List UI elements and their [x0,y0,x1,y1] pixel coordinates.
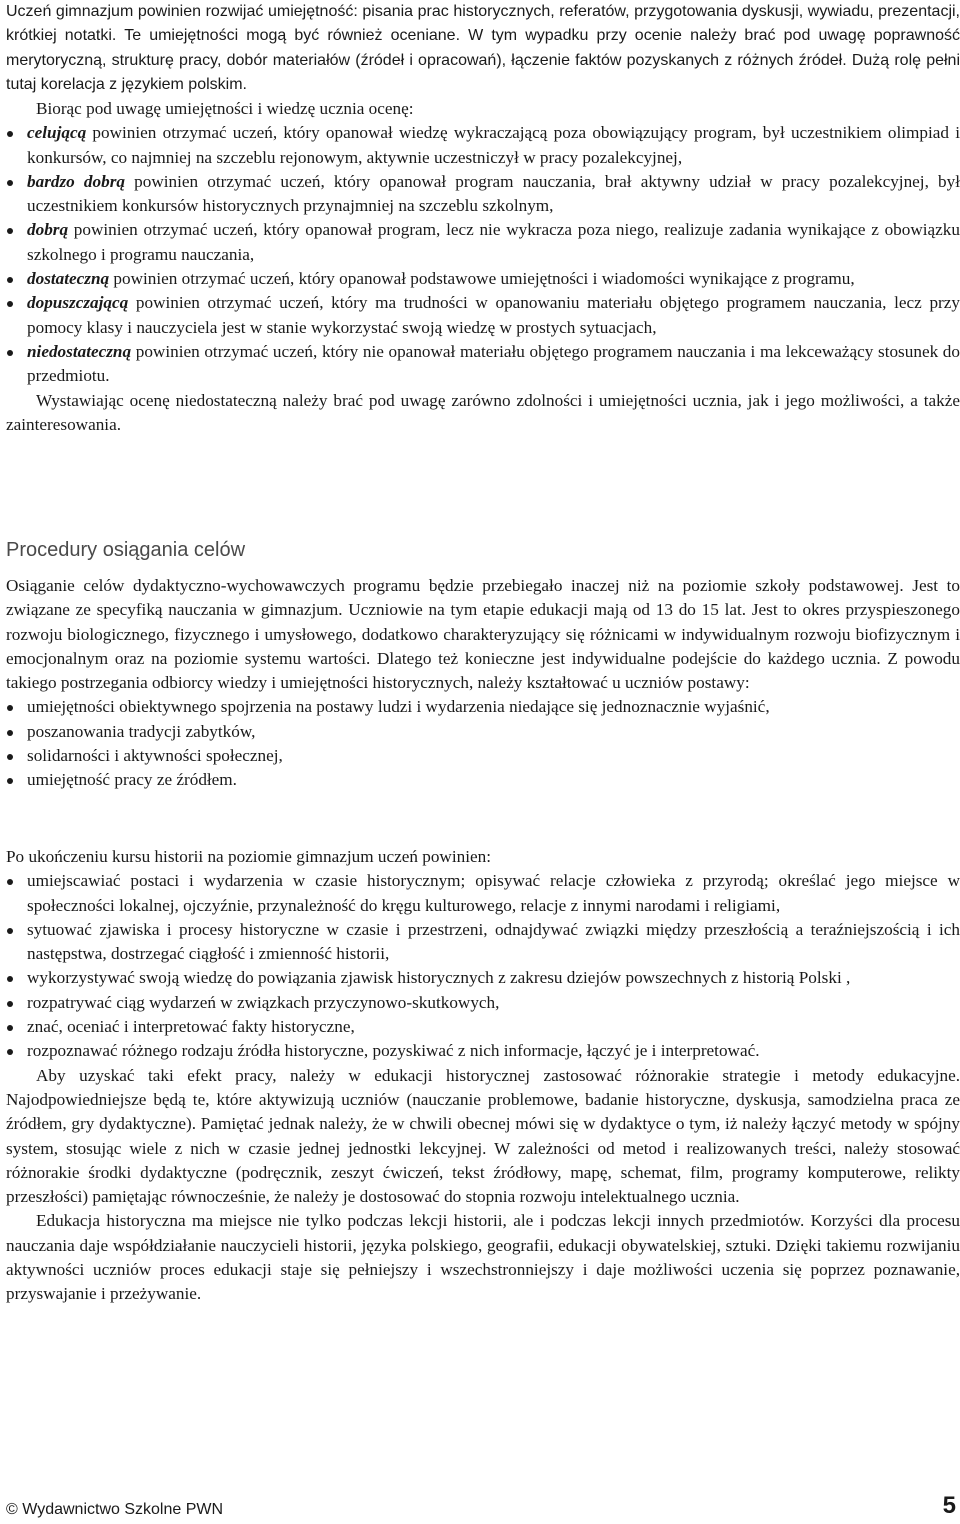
grades-list [6,121,960,388]
list-item: sytuować zjawiska i procesy historyczne w czasie i przestrzeni, odnajdywać związki między przeszłością a teraźniejszością i ich następstwa, dostrzegać ciągłość i zmienność historii, [6,918,960,967]
list-item: znać, oceniać i interpretować fakty historyczne, [6,1015,960,1039]
footer-publisher: © Wydawnictwo Szkolne PWN [6,1501,224,1518]
section-heading: Procedury osiągania celów [6,539,246,561]
grade-text: powinien otrzymać uczeń, który opanował program nauczania, brał aktywny udział w pracy pozalekcyjnej, był uczestnikiem konkursów historycznych przynajmniej na szczeblu szkolnym, [27,171,960,216]
list-item: rozpoznawać różnego rodzaju źródła historyczne, pozyskiwać z nich informacje, łączyć je i interpretować. [6,1039,960,1063]
list-item: umiejętności obiektywnego spojrzenia na postawy ludzi i wydarzenia niedające się jednoznacznie wyjaśnić, [6,695,960,719]
grade-text: powinien otrzymać uczeń, który ma trudności w opanowaniu materiału objętego programem nauczania, lecz przy pomocy klasy i nauczyciela jest w stanie wykorzystać swoją wiedzę w prostych sytuacjach, [27,293,960,337]
attitudes-list [6,695,960,792]
grade-text: powinien otrzymać uczeń, który nie opanował materiału objętego programem nauczania i ma lekceważący stosunek do przedmiotu. [27,341,960,386]
skills-list [6,869,960,1063]
list-item: poszanowania tradycji zabytków, [6,720,960,744]
list-item: rozpatrywać ciąg wydarzeń w związkach przyczynowo-skutkowych, [6,991,960,1015]
grade-term: bardzo dobrą [27,171,125,191]
intro-block [6,0,960,97]
list-item [6,121,960,170]
list-item: umiejscawiać postaci i wydarzenia w czasie historycznym; opisywać relacje człowieka z przyrodą; określać jego miejsce w społeczności lokalnej, ojczyźnie, przynależność do kręgu kulturowego, relacje z innymi narodami i religiami, [6,869,960,918]
section-paragraph-2: Aby uzyskać taki efekt pracy, należy w edukacji historycznej zastosować różnorakie strategie i metody edukacyjne. Najodpowiedniejsze będą te, które aktywizują uczniów (nauczanie problemowe, badanie historyczne, dyskusja, samodzielna praca ze źródłem, gry dydaktyczne). Pamiętać jednak należy, że w chwili obecnej mówi się w dydaktyce o tym, iż należy łączyć metody w spójny system, stosując wiele z nich w czasie jednej jednostki lekcyjnej. W zależności od metod i realizowanych treści, należy stosować różnorakie środki dydaktyczne (podręcznik, zeszyt ćwiczeń, tekst źródłowy, mapę, schemat, film, programy komputerowe, relikty przeszłości) pamiętając równocześnie, że należy je dostosować do stopnia rozwoju intelektualnego ucznia. [6,1065,960,1207]
grade-text: powinien otrzymać uczeń, który opanował wiedzę wykraczającą poza obowiązujący program, był uczestnikiem olimpiad i konkursów, co najmniej na szczeblu rejonowym, aktywnie uczestniczył w pracy pozalekcyjnej, [27,123,960,167]
list-item: wykorzystywać swoją wiedzę do powiązania zjawisk historycznych z zakresu dziejów powszechnych z historią Polski , [6,966,960,990]
skills-block [6,845,960,1307]
grade-text: powinien otrzymać uczeń, który opanował podstawowe umiejętności i wiadomości wynikające z programu, [109,269,855,289]
grades-lead: Biorąc pod uwagę umiejętności i wiedzę ucznia ocenę: [36,99,414,118]
list-item: umiejętność pracy ze źródłem. [6,768,960,792]
grade-term: dostateczną [27,269,110,289]
list-item [6,170,960,219]
page-number: 5 [942,1492,956,1519]
skills-lead: Po ukończeniu kursu historii na poziomie gimnazjum uczeń powinien: [6,847,491,866]
list-item [6,267,960,291]
grade-term: dopuszczającą [27,293,129,313]
grade-term: niedostateczną [27,341,132,361]
list-item [6,340,960,389]
list-item [6,218,960,267]
intro-paragraph: Uczeń gimnazjum powinien rozwijać umiejętność: pisania prac historycznych, referatów, przygotowania dyskusji, wywiadu, prezentacji, krótkiej notatki. Te umiejętności mogą być również oceniane. W tym wypadku przy ocenie należy brać pod uwagę poprawność merytoryczną, strukturę pracy, dobór materiałów (źródeł i opracowań), łączenie faktów pozyskanych z różnych źródeł. Dużą rolę pełni tutaj korelacja z językiem polskim. [6,3,960,93]
section-paragraph-1: Osiąganie celów dydaktyczno-wychowawczych programu będzie przebiegało inaczej niż na poziomie szkoły podstawowej. Jest to związane ze specyfiką nauczania w gimnazjum. Uczniowie na tym etapie edukacji mają od 13 do 15 lat. Jest to okres przyspieszonego rozwoju biologicznego, fizycznego i umysłowego, dodatkowo charakteryzujący się różnicami w indywidualnym rozwoju biofizycznym i emocjonalnym oraz na poziomie systemu wartości. Dlatego też konieczne jest indywidualne podejście do każdego ucznia. Z powodu takiego postrzegania odbiorcy wiedzy i umiejętności historycznych, należy kształtować u uczniów postawy: [6,576,960,693]
grade-text: powinien otrzymać uczeń, który opanował program, lecz nie wykracza poza niego, realizuje zadania wynikające z obowiązku szkolnego i programu nauczania, [27,220,960,264]
list-item: solidarności i aktywności społecznej, [6,744,960,768]
grades-block [6,97,960,437]
grades-closing: Wystawiając ocenę niedostateczną należy brać pod uwagę zarówno zdolności i umiejętności ucznia, jak i jego możliwości, a także zainteresowania. [6,390,960,434]
section-paragraph-3: Edukacja historyczna ma miejsce nie tylko podczas lekcji historii, ale i podczas lekcji innych przedmiotów. Korzyści dla procesu nauczania daje współdziałanie nauczycieli historii, języka polskiego, geografii, edukacji obywatelskiej, sztuki. Dzięki takiemu rozwijaniu aktywności uczniów proces edukacji staje się pełniejszy i wszechstronniejszy i daje możliwości uczenia się poprzez poznawanie, przyswajanie i przeżywanie. [6,1211,960,1304]
section-body [6,574,960,793]
grade-term: dobrą [27,220,69,240]
list-item [6,291,960,340]
grade-term: celującą [27,123,87,143]
